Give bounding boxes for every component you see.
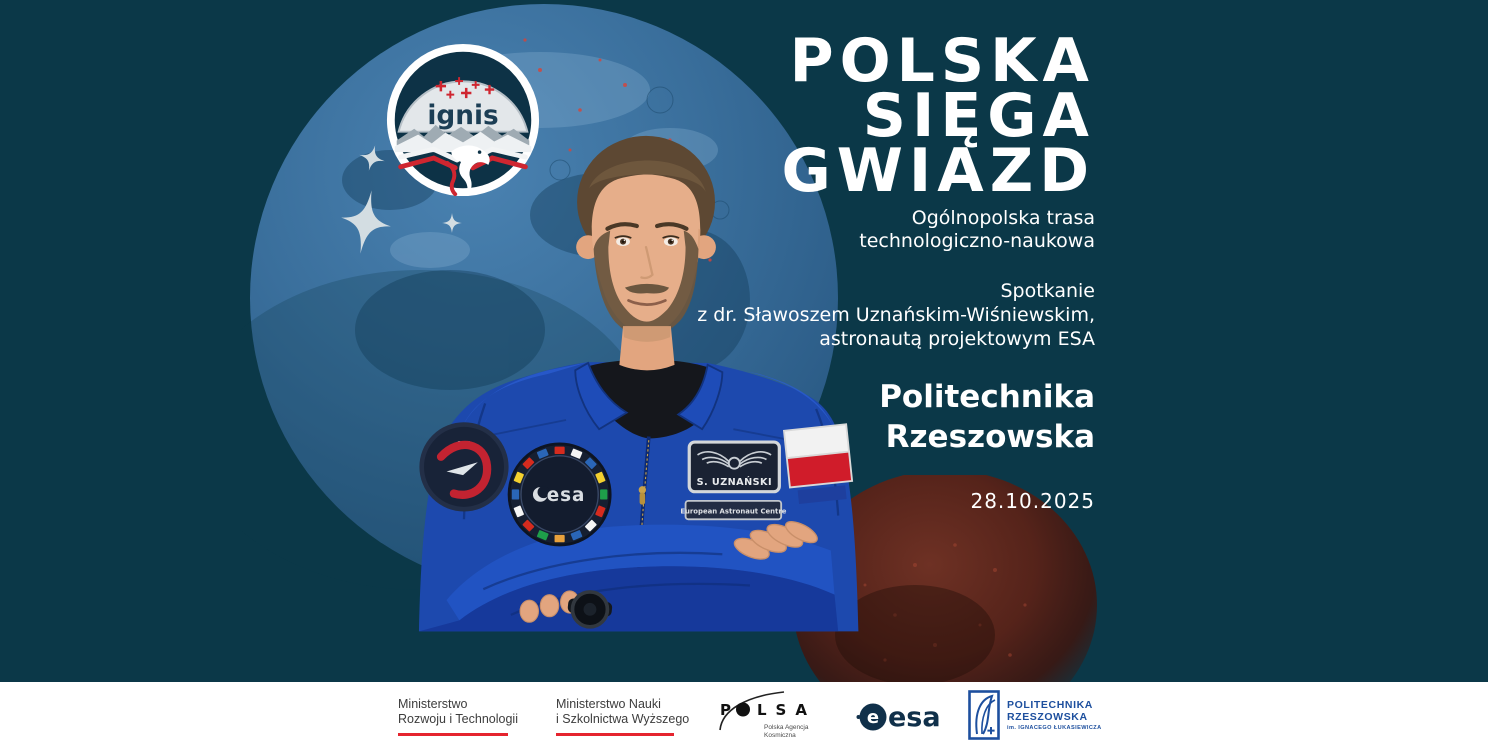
prz-line-3: im. IGNACEGO ŁUKASIEWICZA bbox=[1007, 724, 1102, 731]
event-description bbox=[535, 279, 1095, 351]
logo-polsa bbox=[712, 690, 832, 744]
polsa-sub-line-2: Kosmiczna bbox=[764, 732, 796, 739]
logo-ministry-science bbox=[556, 697, 689, 736]
event-line-3: astronautą projektowym ESA bbox=[819, 328, 1095, 350]
headline-line-2: SIĘGA bbox=[862, 81, 1095, 151]
ministry-science-line-1: Ministerstwo Nauki bbox=[556, 697, 661, 711]
ministry-science-line-2: i Szkolnictwa Wyższego bbox=[556, 712, 690, 726]
subtitle-line-2: technologiczno-naukowa bbox=[859, 230, 1095, 252]
ministry-development-line-1: Ministerstwo bbox=[398, 697, 468, 711]
headline-line-3: GWIAZD bbox=[781, 136, 1095, 206]
polsa-letter-p: P bbox=[720, 701, 731, 719]
prz-line-2: RZESZOWSKA bbox=[1007, 710, 1088, 723]
venue-line-2: Rzeszowska bbox=[885, 419, 1095, 455]
logo-ministry-development bbox=[398, 697, 518, 736]
polsa-sub-line-1: Polska Agencja bbox=[764, 724, 809, 731]
ignis-mission-badge bbox=[385, 42, 541, 198]
subtitle-line-1: Ogólnopolska trasa bbox=[911, 207, 1095, 229]
ministry-science-red-bar bbox=[556, 733, 674, 736]
name-tag-label: S. UZNAŃSKI bbox=[696, 477, 773, 489]
esa-disc-letter: e bbox=[866, 707, 880, 728]
logo-esa bbox=[856, 701, 941, 733]
ministry-development-line-2: Rozwoju i Technologii bbox=[398, 712, 518, 726]
esa-disc-icon bbox=[856, 701, 888, 733]
arm-patch bbox=[422, 425, 507, 510]
partner-logos-strip bbox=[0, 682, 1488, 750]
venue-name bbox=[535, 377, 1095, 457]
prz-emblem-icon bbox=[968, 690, 1000, 740]
polsa-letters-lsa: LSA bbox=[757, 701, 816, 719]
subtitle bbox=[535, 207, 1095, 253]
astronaut-centre-label: European Astronaut Centre bbox=[680, 507, 787, 516]
ministry-development-red-bar bbox=[398, 733, 508, 736]
arm-patch-label: esa bbox=[456, 437, 472, 448]
esa-wordmark: esa bbox=[888, 701, 941, 733]
event-line-2: z dr. Sławoszem Uznańskim-Wiśniewskim, bbox=[697, 304, 1095, 326]
polsa-dot-icon bbox=[736, 703, 750, 717]
event-date: 28.10.2025 bbox=[970, 489, 1095, 513]
prz-line-1: POLITECHNIKA bbox=[1007, 698, 1093, 711]
esa-patch-label: esa bbox=[546, 484, 586, 506]
poster-text-column bbox=[535, 26, 1095, 513]
event-line-1: Spotkanie bbox=[1000, 280, 1095, 302]
headline-line-1: POLSKA bbox=[789, 26, 1095, 96]
headline bbox=[535, 26, 1095, 206]
ignis-label: ignis bbox=[427, 100, 499, 131]
logo-politechnika-rzeszowska bbox=[968, 690, 1102, 740]
venue-line-1: Politechnika bbox=[879, 379, 1095, 415]
